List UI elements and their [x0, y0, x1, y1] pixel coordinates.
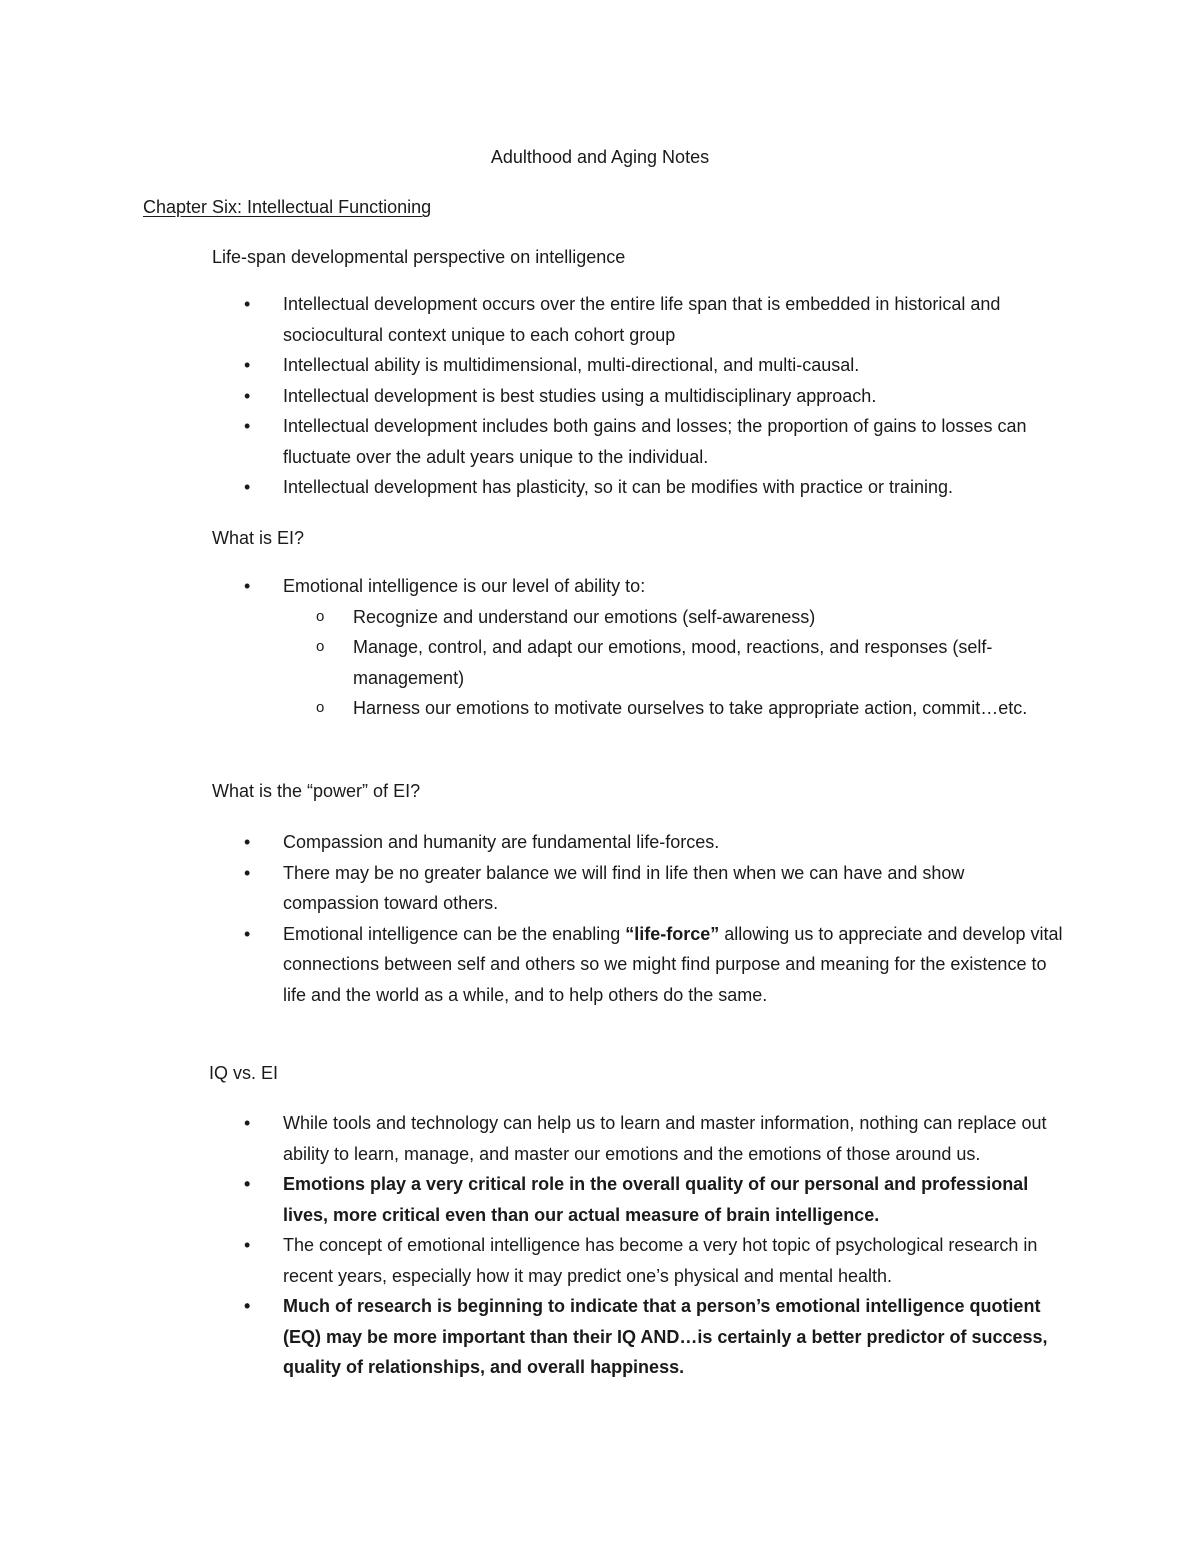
list-item: [0, 1230, 1063, 1291]
list-item: [0, 1169, 1063, 1230]
bullet-icon: •: [244, 1113, 251, 1133]
iq-vs-ei-bullet-list: [0, 1108, 1200, 1383]
list-item-text-emphasis: “life-force”: [625, 923, 720, 944]
bullet-icon: •: [244, 923, 251, 944]
bullet-icon: •: [244, 477, 251, 497]
list-item: [0, 1108, 1063, 1169]
list-item-text: Emotions play a very critical role in the overall quality of our personal and professional lives, more critical even than our actual measure of brain intelligence.: [283, 1174, 1029, 1225]
list-item: [0, 1291, 1063, 1383]
sub-bullet-icon: o: [316, 699, 325, 716]
bullet-icon: •: [244, 385, 251, 406]
bullet-icon: •: [244, 294, 251, 314]
list-item-text: Emotional intelligence is our level of ability to:: [283, 576, 646, 596]
bullet-icon: •: [244, 862, 251, 883]
list-item: [0, 472, 1063, 503]
bullet-icon: •: [244, 416, 251, 436]
list-item-text: Intellectual development is best studies using a multidisciplinary approach.: [283, 385, 877, 406]
list-item: [0, 827, 1063, 858]
section-heading-power-of-ei: What is the “power” of EI?: [212, 781, 421, 801]
sub-bullet-icon: o: [316, 638, 325, 655]
lifespan-bullet-list: [0, 289, 1200, 503]
list-item-text: Much of research is beginning to indicate that a person’s emotional intelligence quotient (EQ) may be more important than their IQ AND…is certainly a better predictor of success, quality of relationships, and overall happiness.: [283, 1296, 1048, 1377]
list-item-text: Intellectual development includes both gains and losses; the proportion of gains to losses can fluctuate over the adult years unique to the individual.: [283, 416, 1027, 467]
ei-sub-list: [283, 602, 1063, 724]
sub-list-item: [316, 602, 1063, 633]
list-item-text: Intellectual development occurs over the entire life span that is embedded in historical and sociocultural context unique to each cohort group: [283, 294, 1001, 345]
bullet-icon: •: [244, 1174, 251, 1194]
sub-list-item: [316, 632, 1063, 693]
list-item: [0, 411, 1063, 472]
list-item: [0, 350, 1063, 381]
list-item: [0, 571, 1063, 724]
list-item: [0, 919, 1063, 1011]
sub-list-item-text: Recognize and understand our emotions (self-awareness): [353, 606, 816, 627]
list-item: [0, 381, 1063, 412]
list-item-text-after: allowing us to appreciate and develop vital connections between self and others so we might find purpose and meaning for the existence to life and the world as a while, and to help others do the same.: [283, 923, 1063, 1005]
section-heading-lifespan: Life-span developmental perspective on intelligence: [212, 247, 626, 267]
list-item: [0, 858, 1063, 919]
sub-list-item-text: Harness our emotions to motivate ourselves to take appropriate action, commit…etc.: [353, 698, 1028, 718]
list-item-text: Compassion and humanity are fundamental life-forces.: [283, 832, 720, 852]
ei-bullet-list: [0, 571, 1200, 724]
bullet-icon: •: [244, 832, 251, 852]
bullet-icon: •: [244, 1296, 251, 1316]
list-item: [0, 289, 1063, 350]
section-heading-what-is-ei: What is EI?: [212, 528, 305, 548]
list-item-text: The concept of emotional intelligence has become a very hot topic of psychological research in recent years, especially how it may predict one’s physical and mental health.: [283, 1235, 1038, 1286]
bullet-icon: •: [244, 355, 251, 375]
list-item-text: Intellectual ability is multidimensional, multi-directional, and multi-causal.: [283, 355, 860, 375]
list-item-text: Intellectual development has plasticity, so it can be modifies with practice or training.: [283, 477, 953, 497]
sub-list-item-text: Manage, control, and adapt our emotions, mood, reactions, and responses (self-management): [353, 637, 993, 688]
list-item-text: While tools and technology can help us to learn and master information, nothing can replace out ability to learn, manage, and master our emotions and the emotions of those around us.: [283, 1113, 1047, 1164]
list-item-text: There may be no greater balance we will find in life then when we can have and show compassion toward others.: [283, 862, 965, 913]
power-bullet-list: [0, 827, 1200, 1010]
document-title: Adulthood and Aging Notes: [490, 147, 710, 167]
chapter-heading: Chapter Six: Intellectual Functioning: [143, 197, 432, 217]
sub-bullet-icon: o: [316, 607, 325, 625]
section-heading-iq-vs-ei: IQ vs. EI: [209, 1063, 279, 1083]
bullet-icon: •: [244, 576, 251, 596]
bullet-icon: •: [244, 1235, 251, 1255]
sub-list-item: [316, 693, 1063, 724]
list-item-text-before: Emotional intelligence can be the enabling: [283, 923, 626, 944]
